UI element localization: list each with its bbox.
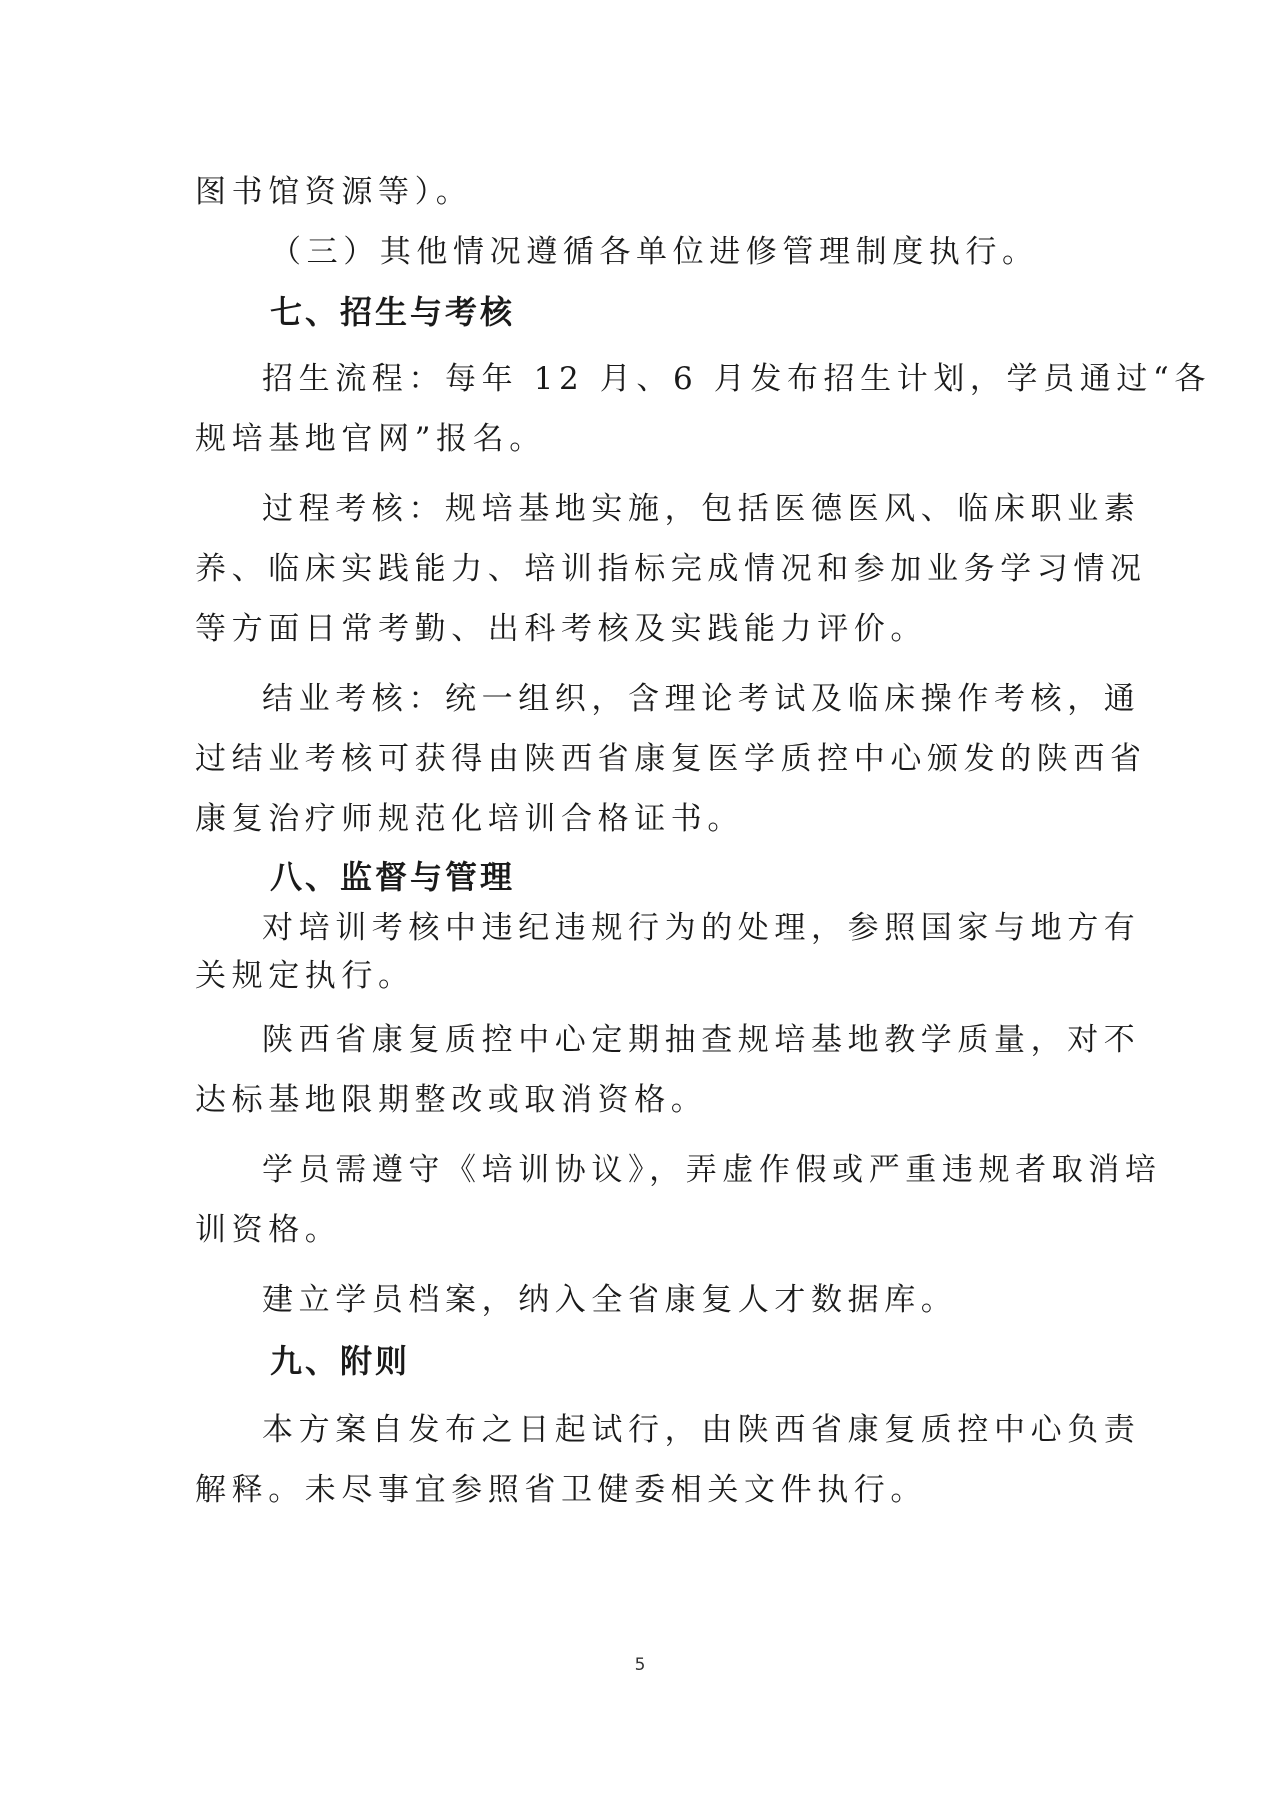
text-line: 等方面日常考勤、出科考核及实践能力评价。 — [195, 611, 927, 647]
section-heading-9: 九、附则 — [270, 1342, 411, 1380]
text-line: 招生流程：每年 12 月、6 月发布招生计划，学员通过“各 — [262, 361, 1211, 397]
text-line: 结业考核：统一组织，含理论考试及临床操作考核，通 — [262, 681, 1141, 717]
text-line: 图书馆资源等）。 — [195, 174, 473, 210]
page-number: 5 — [634, 1655, 646, 1675]
text-line: （三）其他情况遵循各单位进修管理制度执行。 — [270, 234, 1039, 270]
text-line: 关规定执行。 — [195, 958, 415, 994]
text-line: 过结业考核可获得由陕西省康复医学质控中心颁发的陕西省 — [195, 741, 1147, 777]
text-line: 养、临床实践能力、培训指标完成情况和参加业务学习情况 — [195, 551, 1147, 587]
section-heading-7: 七、招生与考核 — [270, 293, 516, 331]
text-line: 建立学员档案，纳入全省康复人才数据库。 — [262, 1282, 958, 1318]
text-line: 陕西省康复质控中心定期抽查规培基地教学质量，对不 — [262, 1022, 1141, 1058]
text-line: 学员需遵守《培训协议》，弄虚作假或严重违规者取消培 — [262, 1152, 1162, 1188]
text-line: 过程考核：规培基地实施，包括医德医风、临床职业素 — [262, 491, 1141, 527]
text-line: 康复治疗师规范化培训合格证书。 — [195, 801, 744, 837]
text-line: 达标基地限期整改或取消资格。 — [195, 1082, 708, 1118]
section-heading-8: 八、监督与管理 — [270, 858, 516, 896]
text-line: 对培训考核中违纪违规行为的处理，参照国家与地方有 — [262, 910, 1141, 946]
text-line: 本方案自发布之日起试行，由陕西省康复质控中心负责 — [262, 1412, 1141, 1448]
text-line: 规培基地官网”报名。 — [195, 421, 546, 457]
text-line: 解释。未尽事宜参照省卫健委相关文件执行。 — [195, 1472, 927, 1508]
text-line: 训资格。 — [195, 1212, 342, 1248]
